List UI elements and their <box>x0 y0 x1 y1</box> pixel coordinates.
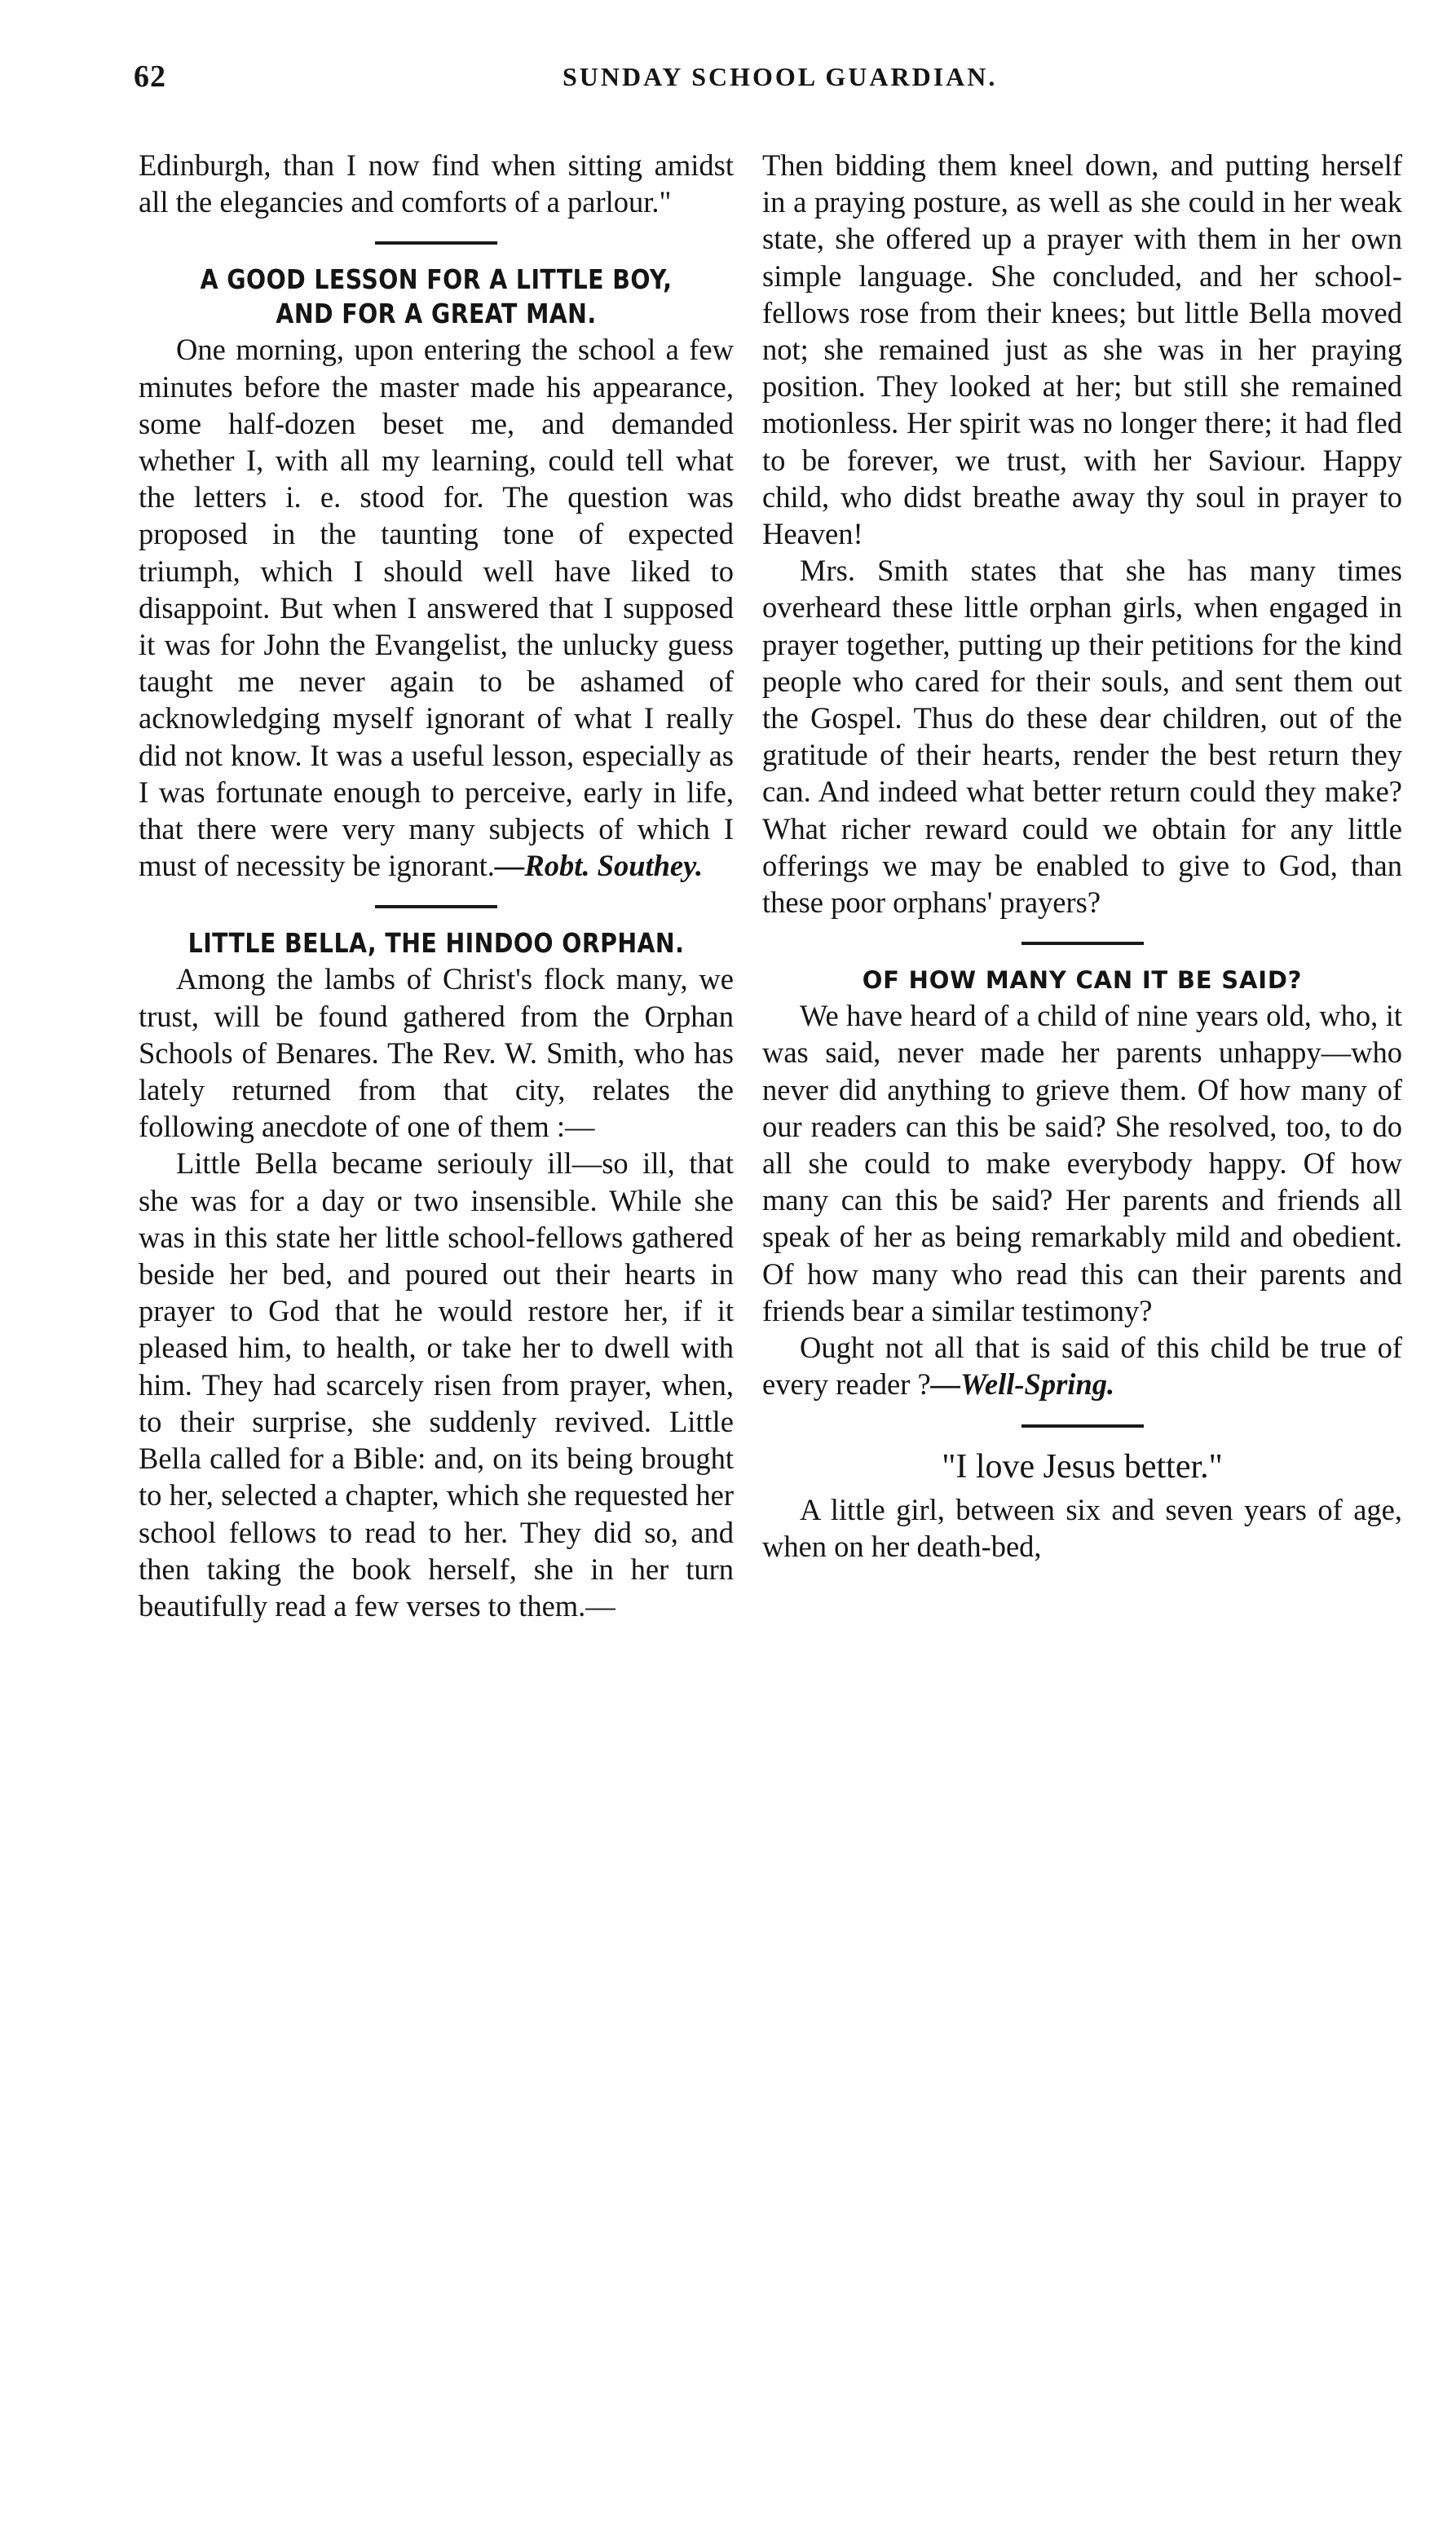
journal-title: SUNDAY SCHOOL GUARDIAN. <box>563 62 998 91</box>
article-paragraph-how-many-1: We have heard of a child of nine years old, who, it was said, never made her parents unhappy—who never did anything to grieve them. Of how many of our readers can this be said? She resolved, too, to do all she could to make everybody happy. Of how many can this be said? Her parents and friends all speak of her as being remarkably mild and obedient. Of how many who read this can their parents and friends bear a similar testimony? <box>762 999 1402 1327</box>
article-text-good-lesson: One morning, upon entering the school a few minutes before the master made his appearance, some half-dozen beset me, and demanded whether I, with all my learning, could tell what the letters i. e. stood for. The question was proposed in the taunting tone of expected triumph, which I should well have liked to disappoint. But when I answered that I supposed it was for John the Evangelist, the unlucky guess taught me never again to be ashamed of acknowledging myself ignorant of what I really did not know. It was a useful lesson, especially as I was fortunate enough to perceive, early in life, that there were very many subjects of which I must of necessity be ignorant. <box>139 333 734 883</box>
running-head <box>122 59 1394 108</box>
page-number: 62 <box>134 60 166 94</box>
article-title-love-jesus: "I love Jesus better." <box>942 1447 1223 1486</box>
article-text-how-many-2: Ought not all that is said of this child be true of every reader ? <box>762 1331 1402 1402</box>
article-title-little-bella: LITTLE BELLA, THE HINDOO ORPHAN. <box>188 927 685 960</box>
signature-southey: —Robt. Southey. <box>494 849 704 883</box>
continuation-paragraph-2: Mrs. Smith states that she has many times overheard these little orphan girls, when engaged in prayer together, putting up their petitions for the kind people who cared for their souls, and sent them out the Gospel. Thus do these dear children, out of the gratitude of their hearts, render the best return they can. And indeed what better return could they make? What richer reward could we obtain for any little offerings we may be enabled to give to God, than these poor orphans' prayers? <box>762 554 1402 920</box>
article-paragraph-how-many-2 <box>762 1329 1402 1402</box>
section-divider <box>375 241 497 245</box>
article-paragraph-bella-1: Among the lambs of Christ's flock many, we trust, will be found gathered from the Orphan Schools of Benares. The Rev. W. Smith, who has lately returned from that city, relates the following anecdote of one of them :— <box>139 962 734 1144</box>
signature-well-spring: —Well-Spring. <box>930 1367 1115 1402</box>
article-title-good-lesson: A GOOD LESSON FOR A LITTLE BOY, AND FOR A GREAT MAN. <box>200 263 673 330</box>
continuation-paragraph-1: Then bidding them kneel down, and putting herself in a praying posture, as well as she could in her weak state, she offered up a prayer with them in her own simple language. She concluded, and her school-fellows rose from their knees; but little Bella moved not; she remained just as she was in her praying position. They looked at her; but still she remained motionless. Her spirit was no longer there; it had fled to be forever, we trust, with her Saviour. Happy child, who didst breathe away thy soul in prayer to Heaven! <box>762 148 1402 551</box>
left-column <box>139 147 734 1624</box>
intro-paragraph: Edinburgh, than I now find when sitting amidst all the elegancies and comforts of a parlour." <box>139 148 734 219</box>
article-body-good-lesson <box>139 331 734 884</box>
section-divider <box>375 905 497 908</box>
article-paragraph-bella-2: Little Bella became seriouly ill—so ill, that she was for a day or two insensible. While she was in this state her little school-fellows gathered beside her bed, and poured out their hearts in prayer to God that he would restore her, if it pleased him, to health, or take her to dwell with him. They had scarcely risen from prayer, when, to their surprise, she suddenly revived. Little Bella called for a Bible: and, on its being brought to her, selected a chapter, which she requested her school fellows to read to her. They did so, and then taking the book herself, she in her turn beautifully read a few verses to them.— <box>139 1146 734 1623</box>
section-divider <box>1021 942 1144 945</box>
article-title-how-many: OF HOW MANY CAN IT BE SAID? <box>862 966 1303 995</box>
section-divider <box>1021 1424 1144 1428</box>
article-paragraph-love-jesus: A little girl, between six and seven years of age, when on her death-bed, <box>762 1492 1402 1563</box>
right-column <box>762 147 1402 1565</box>
